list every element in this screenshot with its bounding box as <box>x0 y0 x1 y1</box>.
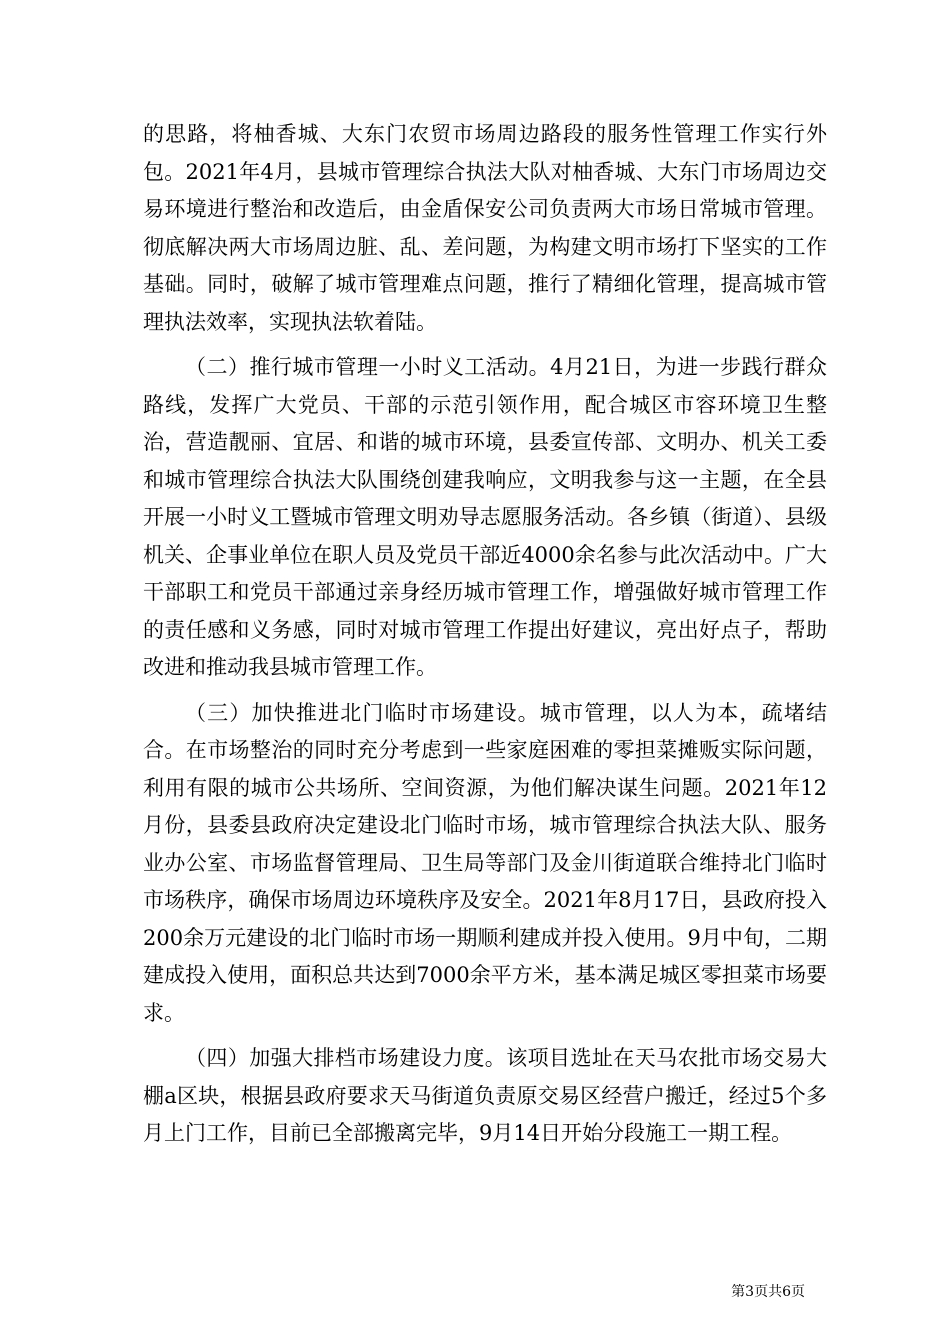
document-body <box>143 116 827 1153</box>
page-number: 第3页共6页 <box>731 1284 805 1300</box>
paragraph-section-4: （四）加强大排档市场建设力度。该项目选址在天马农批市场交易大棚a区块，根据县政府要求天马街道负责原交易区经营户搬迁，经过5个多月上门工作，目前已全部搬离完毕，9月14日开始分段施工一期工程。 <box>143 1046 827 1145</box>
paragraph-section-2: （二）推行城市管理一小时义工活动。4月21日，为进一步践行群众路线，发挥广大党员、干部的示范引领作用，配合城区市容环境卫生整治，营造靓丽、宜居、和谐的城市环境，县委宣传部、文明办、机关工委和城市管理综合执法大队围绕创建我响应，文明我参与这一主题，在全县开展一小时义工暨城市管理文明劝导志愿服务活动。各乡镇（街道）、县级机关、企事业单位在职人员及党员干部近4000余名参与此次活动中。广大干部职工和党员干部通过亲身经历城市管理工作，增强做好城市管理工作的责任感和义务感，同时对城市管理工作提出好建议，亮出好点子，帮助改进和推动我县城市管理工作。 <box>143 355 827 679</box>
paragraph-section-3: （三）加快推进北门临时市场建设。城市管理，以人为本，疏堵结合。在市场整治的同时充分考虑到一些家庭困难的零担菜摊贩实际问题，利用有限的城市公共场所、空间资源，为他们解决谋生问题。2021年12月份，县委县政府决定建设北门临时市场，城市管理综合执法大队、服务业办公室、市场监督管理局、卫生局等部门及金川街道联合维持北门临时市场秩序，确保市场周边环境秩序及安全。2021年8月17日，县政府投入200余万元建设的北门临时市场一期顺利建成并投入使用。9月中旬，二期建成投入使用，面积总共达到7000余平方米，基本满足城区零担菜市场要求。 <box>143 700 827 1025</box>
paragraph-continuation: 的思路，将柚香城、大东门农贸市场周边路段的服务性管理工作实行外包。2021年4月，县城市管理综合执法大队对柚香城、大东门市场周边交易环境进行整治和改造后，由金盾保安公司负责两大市场日常城市管理。彻底解决两大市场周边脏、乱、差问题，为构建文明市场打下坚实的工作基础。同时，破解了城市管理难点问题，推行了精细化管理，提高城市管理执法效率，实现执法软着陆。 <box>143 122 827 334</box>
